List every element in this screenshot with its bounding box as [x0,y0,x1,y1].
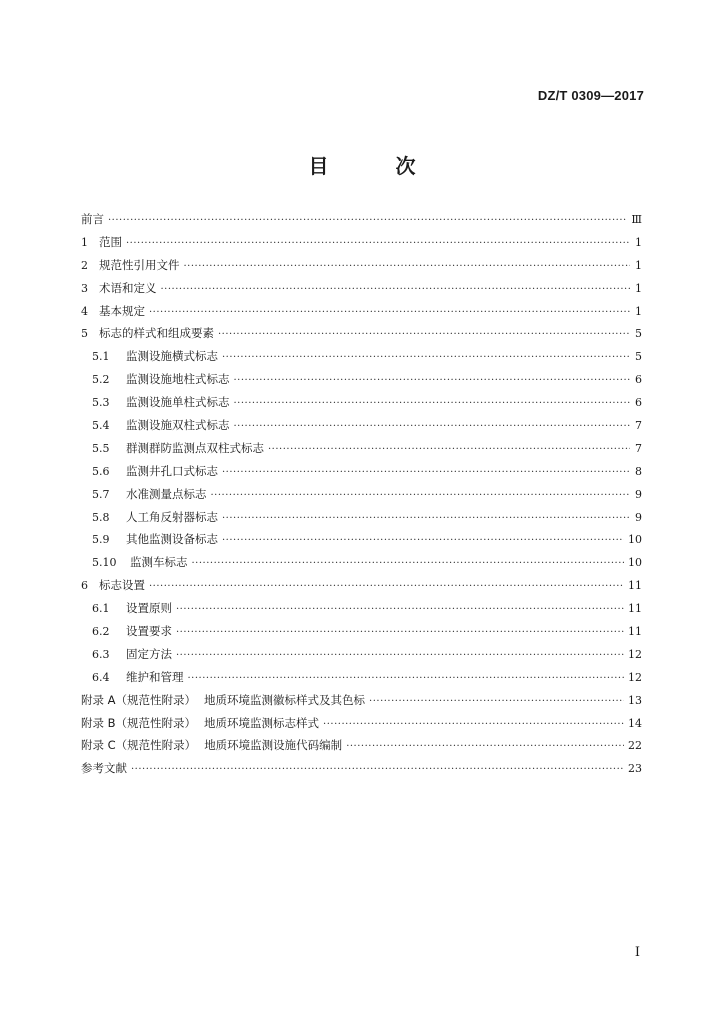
toc-entry[interactable] [81,394,642,417]
toc-dot-leader [126,238,630,249]
toc-entry[interactable] [81,531,642,554]
page-title: 目 次 [308,154,446,178]
toc-dot-leader [176,627,624,638]
toc-entry-number: 5.4 [92,419,110,433]
toc-entry-label: 标志设置 [99,578,145,593]
toc-entry[interactable] [81,417,642,440]
toc-entry-label: 水准测量点标志 [126,486,207,501]
toc-entry-label: 地质环境监测标志样式 [204,715,320,730]
toc-entry-number: 6.3 [92,647,110,661]
toc-entry[interactable] [81,760,642,783]
toc-dot-leader [222,352,630,363]
toc-entry-number: 6.2 [92,625,110,639]
toc-entry[interactable] [81,234,642,257]
toc-entry-number: 5.7 [92,487,110,501]
toc-dot-leader [149,307,630,318]
toc-dot-leader [218,329,630,340]
toc-entry-label: 地质环境监测徽标样式及其色标 [204,692,366,707]
toc-annex-prefix: 附录 A（规范性附录） [81,692,197,707]
toc-page-number: 1 [635,281,642,295]
toc-entry-label: 前言 [81,212,104,226]
toc-page-number: 6 [635,396,642,410]
toc-entry[interactable] [81,669,642,692]
toc-dot-leader [234,421,631,432]
toc-dot-leader [149,581,624,592]
toc-page-number: 5 [635,327,642,341]
toc-annex-prefix: 附录 C（规范性附录） [81,738,197,753]
toc-entry[interactable] [81,325,642,348]
toc-entry-number: 6.1 [92,602,110,616]
toc-entry-number: 5.6 [92,464,110,478]
toc-dot-leader [234,398,631,409]
toc-entry[interactable] [81,692,642,715]
toc-dot-leader [369,696,624,707]
toc-dot-leader [222,513,630,524]
toc-dot-leader [176,604,624,615]
toc-dot-leader [184,261,631,272]
toc-entry-number: 3 [81,281,88,295]
toc-dot-leader [323,719,624,730]
toc-dot-leader [108,215,627,226]
toc-dot-leader [346,741,624,752]
toc-page-number: 11 [628,625,642,639]
toc-entry[interactable] [81,509,642,532]
toc-entry[interactable] [81,348,642,371]
toc-entry-label: 地质环境监测设施代码编制 [204,738,343,753]
toc-entry[interactable] [81,371,642,394]
toc-entry[interactable] [81,303,642,326]
toc-page-number: 9 [635,487,642,501]
toc-page-number: 1 [635,235,642,249]
toc-entry[interactable] [81,554,642,577]
toc-entry-number: 4 [81,304,88,318]
toc-entry-label: 监测车标志 [130,555,188,570]
toc-page-number: Ⅲ [631,213,642,226]
toc-entry-label: 固定方法 [126,646,172,661]
toc-dot-leader [192,558,625,569]
toc-entry-number: 5.5 [92,441,110,455]
toc-page-number: 10 [628,556,642,570]
document-code: DZ/T 0309—2017 [537,88,644,103]
toc-dot-leader [211,490,631,501]
toc-page-number: 10 [628,533,642,547]
page-number: I [634,945,640,960]
toc-dot-leader [268,444,630,455]
toc-page-number: 12 [628,670,642,684]
toc-entry-label: 规范性引用文件 [99,257,180,272]
toc-page-number: 23 [628,762,642,776]
toc-dot-leader [131,764,624,775]
toc-entry[interactable] [81,600,642,623]
toc-entry-label: 监测设施横式标志 [126,349,218,364]
toc-entry-number: 5.8 [92,510,110,524]
toc-page-number: 8 [635,464,642,478]
toc-entry[interactable] [81,440,642,463]
toc-entry-label: 其他监测设备标志 [126,532,218,547]
toc-page-number: 6 [635,373,642,387]
toc-entry-number: 5 [81,327,88,341]
toc-entry-label: 设置原则 [126,601,172,616]
toc-entry-label: 监测设施双柱式标志 [126,418,230,433]
toc-dot-leader [188,673,625,684]
toc-entry-label: 人工角反射器标志 [126,509,218,524]
toc-entry-number: 6.4 [92,670,110,684]
toc-page-number: 7 [635,441,642,455]
toc-entry-number: 1 [81,235,88,249]
toc-entry[interactable] [81,280,642,303]
toc-entry-label: 基本规定 [99,303,145,318]
toc-entry[interactable] [81,211,642,234]
toc-dot-leader [176,650,624,661]
table-of-contents [81,211,642,783]
toc-page-number: 7 [635,419,642,433]
toc-page-number: 1 [635,304,642,318]
toc-page-number: 5 [635,350,642,364]
toc-page-number: 22 [628,739,642,753]
toc-entry[interactable] [81,715,642,738]
toc-entry-number: 5.10 [92,556,117,570]
toc-page-number: 9 [635,510,642,524]
toc-entry-label: 维护和管理 [126,669,184,684]
toc-entry[interactable] [81,257,642,280]
toc-dot-leader [222,535,624,546]
toc-entry-label: 监测井孔口式标志 [126,463,218,478]
toc-dot-leader [222,467,630,478]
toc-entry-label: 群测群防监测点双柱式标志 [126,440,264,455]
toc-entry-number: 6 [81,579,88,593]
toc-entry-number: 2 [81,258,88,272]
toc-page-number: 14 [628,716,642,730]
toc-dot-leader [161,284,631,295]
toc-entry[interactable] [81,577,642,600]
toc-entry-label: 范围 [99,234,122,249]
toc-entry-label: 术语和定义 [99,280,157,295]
toc-entry-label: 设置要求 [126,624,172,639]
toc-page-number: 1 [635,258,642,272]
toc-page-number: 11 [628,602,642,616]
toc-annex-prefix: 附录 B（规范性附录） [81,715,197,730]
toc-entry[interactable] [81,463,642,486]
toc-entry-label: 监测设施单柱式标志 [126,395,230,410]
toc-entry[interactable] [81,737,642,760]
toc-entry-number: 5.1 [92,350,110,364]
toc-entry-label: 监测设施地柱式标志 [126,372,230,387]
toc-entry[interactable] [81,646,642,669]
toc-entry[interactable] [81,486,642,509]
toc-page-number: 12 [628,647,642,661]
toc-entry-number: 5.2 [92,373,110,387]
toc-entry-label: 参考文献 [81,761,127,776]
toc-page-number: 11 [628,579,642,593]
toc-dot-leader [234,375,631,386]
toc-entry-number: 5.9 [92,533,110,547]
toc-page-number: 13 [628,693,642,707]
toc-entry-label: 标志的样式和组成要素 [99,326,214,341]
toc-entry[interactable] [81,623,642,646]
toc-entry-number: 5.3 [92,396,110,410]
